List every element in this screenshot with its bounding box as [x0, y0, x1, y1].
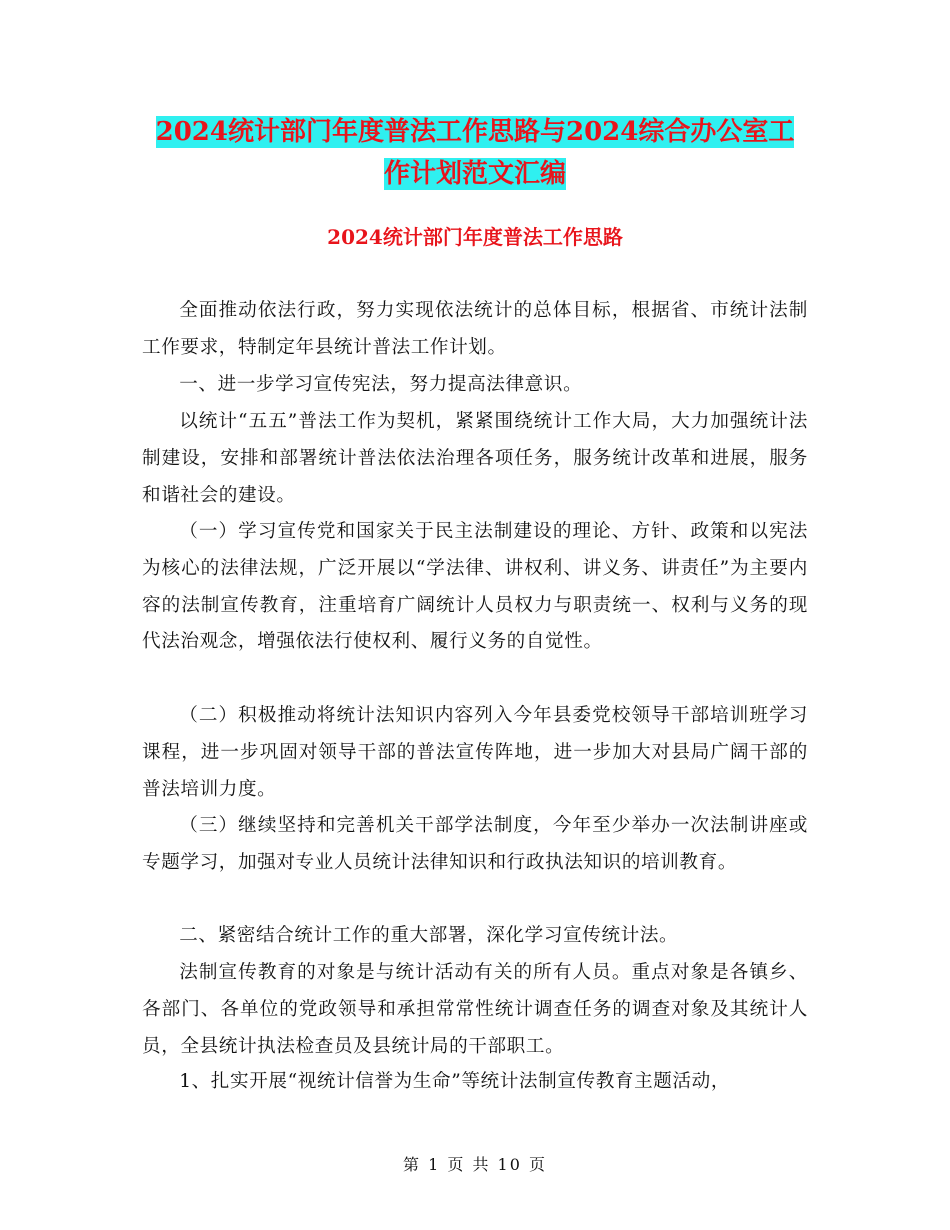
paragraph-2: 一、进一步学习宣传宪法，努力提高法律意识。 [179, 374, 583, 395]
paragraph-7: 二、紧密结合统计工作的重大部署，深化学习宣传统计法。 [179, 925, 679, 946]
paragraph-1: 全面推动依法行政，努力实现依法统计的总体目标，根据省、市统计法制工作要求，特制定年县统计普法工作计划。 [142, 300, 808, 358]
document-title-line-1: 2024统计部门年度普法工作思路与2024综合办公室工 [155, 117, 795, 147]
paragraph-3: 以统计“五五”普法工作为契机，紧紧围绕统计工作大局，大力加强统计法制建设，安排和部署统计普法依法治理各项任务，服务统计改革和进展，服务和谐社会的建设。 [142, 411, 808, 506]
document-title-line-2: 作计划范文汇编 [383, 159, 566, 189]
paragraph-9: 1、扎实开展“视统计信誉为生命”等统计法制宣传教育主题活动， [179, 1071, 731, 1092]
paragraph-8: 法制宣传教育的对象是与统计活动有关的所有人员。重点对象是各镇乡、各部门、各单位的党政领导和承担常常性统计调查任务的调查对象及其统计人员，全县统计执法检查员及县统计局的干部职工。 [142, 962, 808, 1057]
section-title: 2024统计部门年度普法工作思路 [327, 225, 623, 249]
paragraph-5: （二）积极推动将统计法知识内容列入今年县委党校领导干部培训班学习课程，进一步巩固对领导干部的普法宣传阵地，进一步加大对县局广阔干部的普法培训力度。 [142, 705, 808, 800]
paragraph-4: （一）学习宣传党和国家关于民主法制建设的理论、方针、政策和以宪法为核心的法律法规，广泛开展以“学法律、讲权利、讲义务、讲责任”为主要内容的法制宣传教育，注重培育广阔统计人员权力与职责统一、权利与义务的现代法治观念，增强依法行使权利、履行义务的自觉性。 [142, 521, 808, 653]
paragraph-6: （三）继续坚持和完善机关干部学法制度，今年至少举办一次法制讲座或专题学习，加强对专业人员统计法律知识和行政执法知识的培训教育。 [142, 815, 808, 873]
page-footer: 第 1 页 共 10 页 [403, 1155, 547, 1174]
